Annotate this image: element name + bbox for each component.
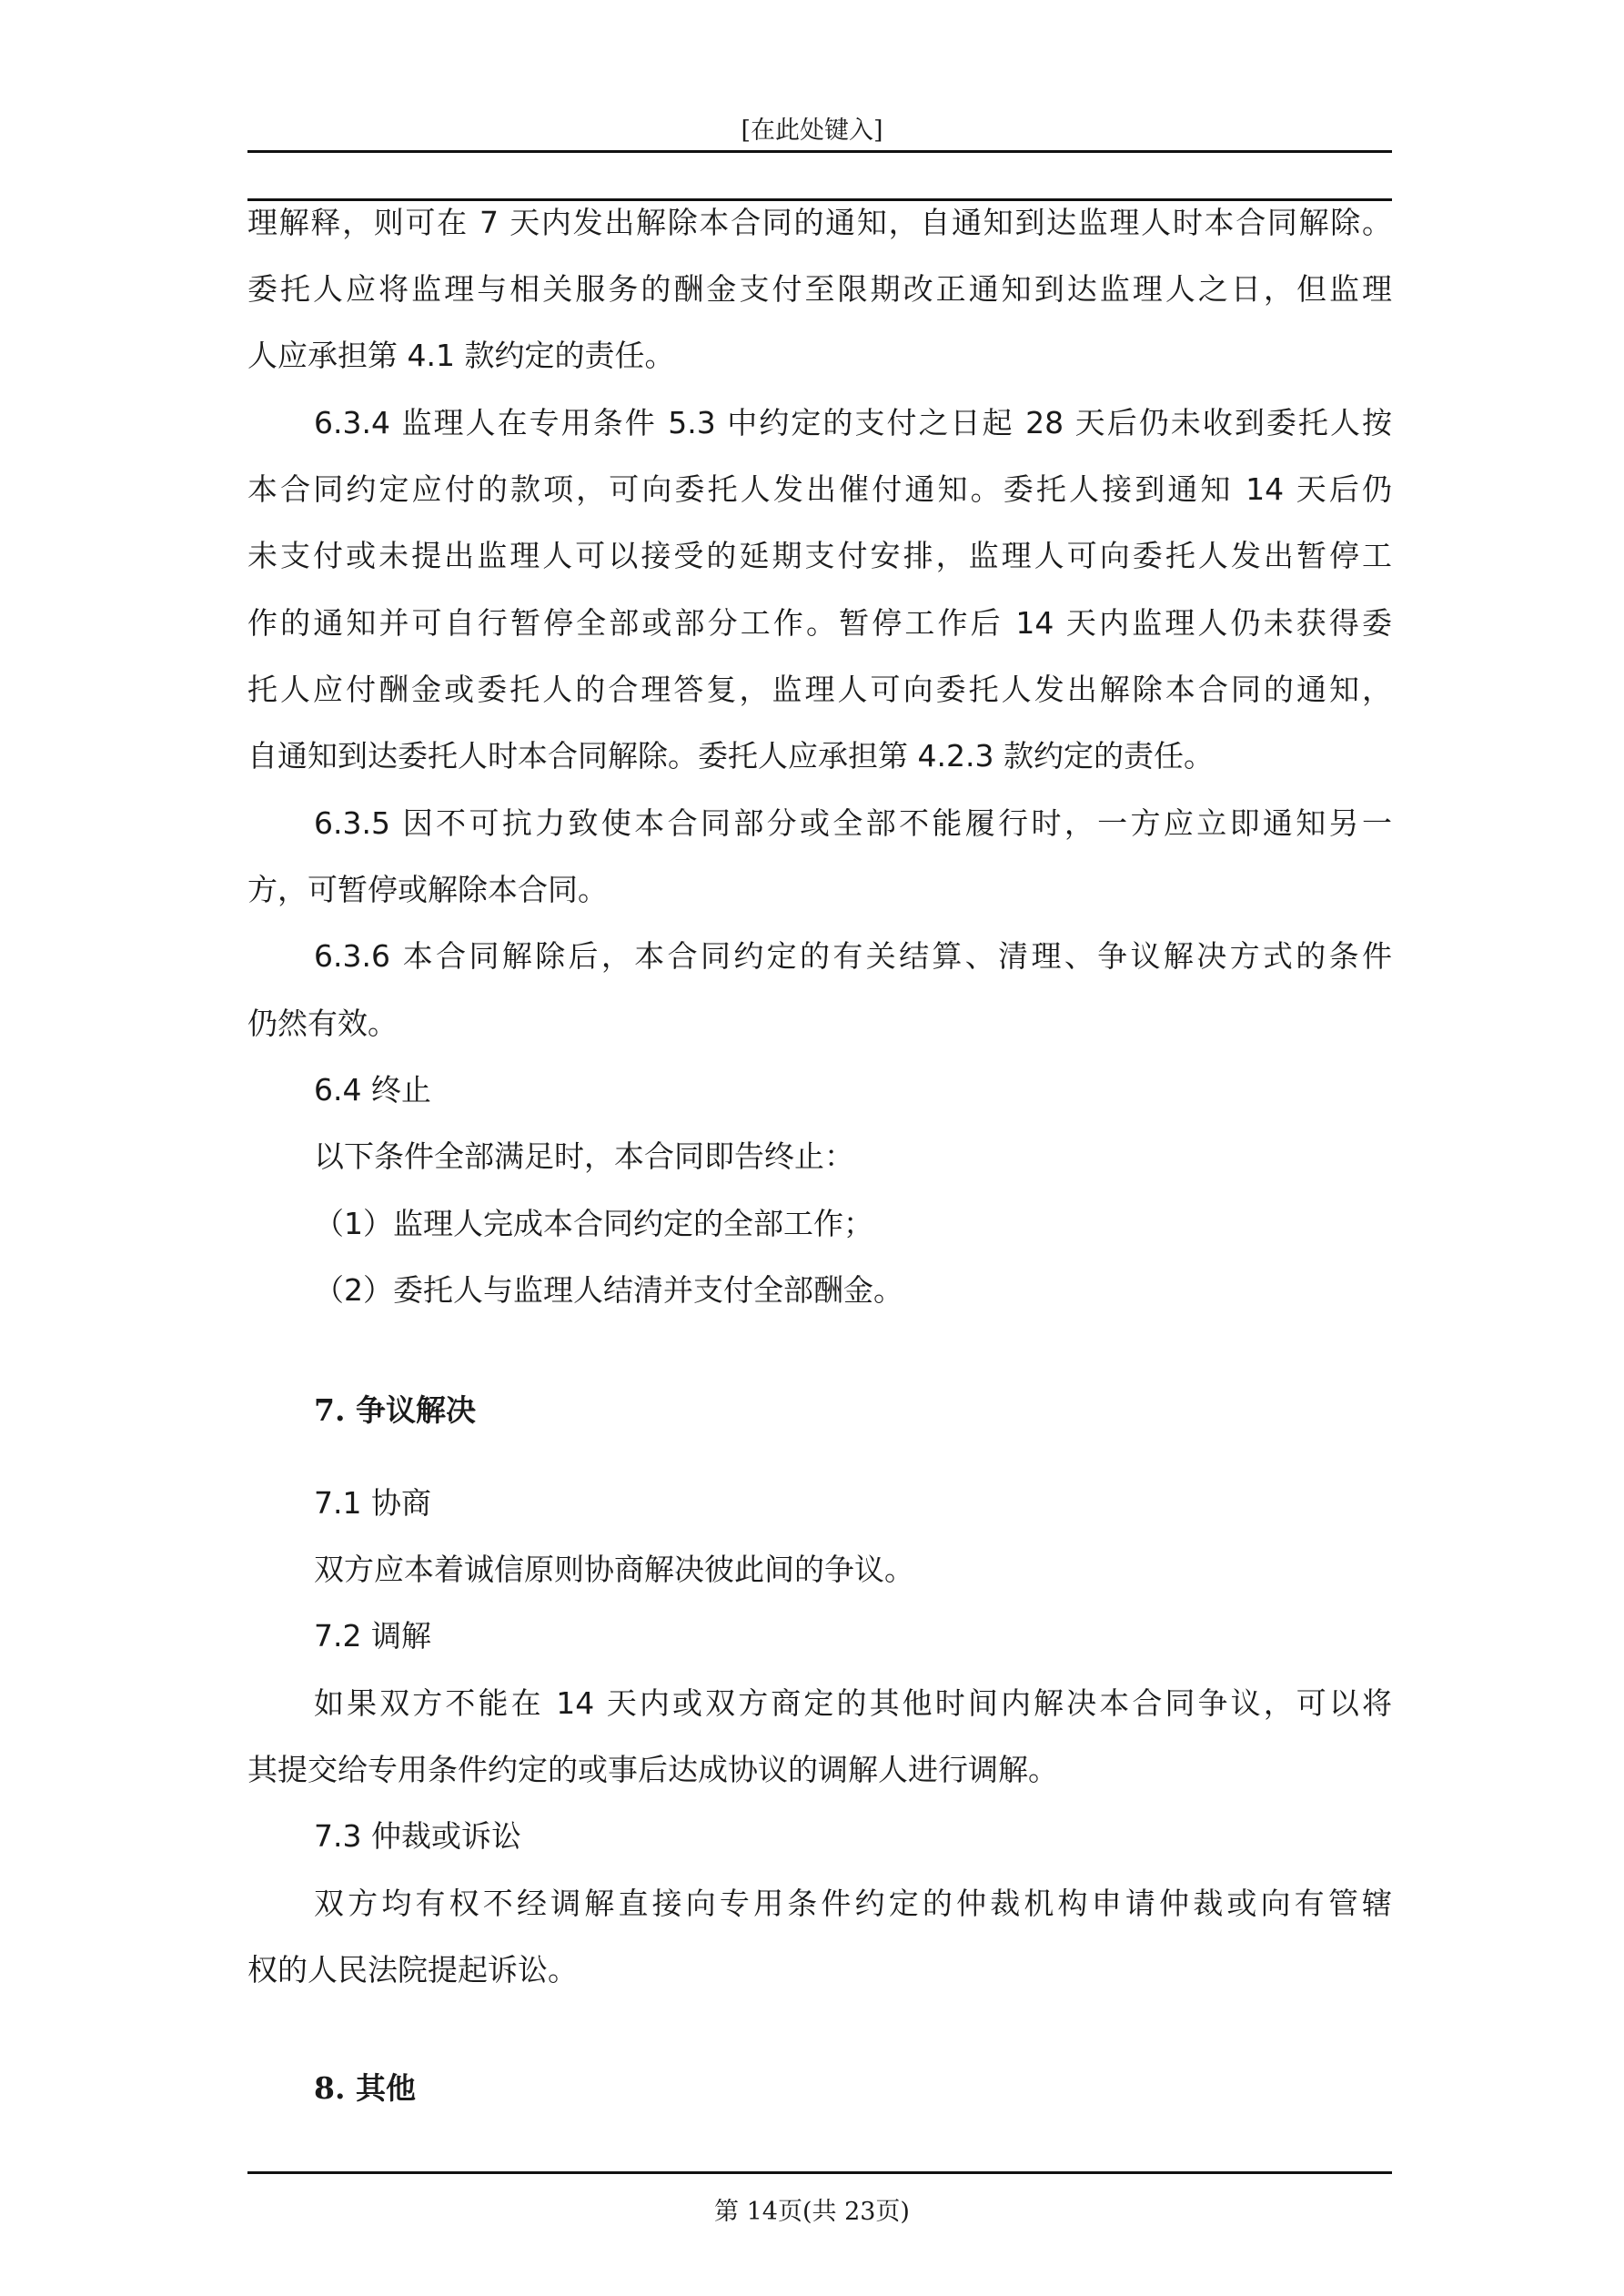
section-heading: 8. 其他: [314, 2070, 416, 2106]
paragraph-line: 人应承担第 4.1 款约定的责任。: [247, 338, 675, 373]
page-footer: 第 14页(共 23页): [714, 2198, 910, 2226]
paragraph-line: 6.3.4 监理人在专用条件 5.3 中约定的支付之日起 28 天后仍未收到委托人按: [314, 405, 1392, 440]
paragraph-line: 方，可暂停或解除本合同。: [247, 872, 608, 907]
paragraph-line: 如果双方不能在 14 天内或双方商定的其他时间内解决本合同争议，可以将: [314, 1685, 1392, 1721]
paragraph-line: 作的通知并可自行暂停全部或部分工作。暂停工作后 14 天内监理人仍未获得委: [247, 605, 1392, 641]
paragraph-line: 双方应本着诚信原则协商解决彼此间的争议。: [314, 1552, 914, 1587]
section-heading: 7. 争议解决: [314, 1392, 476, 1428]
paragraph-line: 双方均有权不经调解直接向专用条件约定的仲裁机构申请仲裁或向有管辖: [314, 1886, 1392, 1921]
paragraph-line: 理解释，则可在 7 天内发出解除本合同的通知，自通知到达监理人时本合同解除。: [247, 205, 1392, 240]
paragraph-line: 其提交给专用条件约定的或事后达成协议的调解人进行调解。: [247, 1752, 1058, 1787]
paragraph-line: 以下条件全部满足时，本合同即告终止：: [314, 1138, 854, 1174]
paragraph-line: 6.3.5 因不可抗力致使本合同部分或全部不能履行时，一方应立即通知另一: [314, 805, 1392, 841]
subsection-title: 7.1 协商: [314, 1485, 431, 1521]
paragraph-line: 本合同约定应付的款项，可向委托人发出催付通知。委托人接到通知 14 天后仍: [247, 471, 1392, 507]
paragraph-line: 委托人应将监理与相关服务的酬金支付至限期改正通知到达监理人之日，但监理: [247, 271, 1392, 307]
paragraph-line: 未支付或未提出监理人可以接受的延期支付安排，监理人可向委托人发出暂停工: [247, 538, 1392, 573]
paragraph-line: 自通知到达委托人时本合同解除。委托人应承担第 4.2.3 款约定的责任。: [247, 738, 1214, 774]
paragraph-line: 托人应付酬金或委托人的合理答复，监理人可向委托人发出解除本合同的通知，: [247, 672, 1392, 707]
subsection-title: 6.4 终止: [314, 1072, 431, 1108]
text-rule: [247, 198, 1392, 201]
footer-rule: [247, 2171, 1392, 2174]
paragraph-line: 权的人民法院提起诉讼。: [247, 1952, 578, 1988]
list-item: （1）监理人完成本合同约定的全部工作；: [314, 1206, 873, 1241]
paragraph-line: 仍然有效。: [247, 1006, 398, 1041]
page-header: [在此处键入]: [741, 116, 883, 145]
list-item: （2）委托人与监理人结清并支付全部酬金。: [314, 1272, 903, 1308]
header-rule: [247, 150, 1392, 153]
subsection-title: 7.3 仲裁或诉讼: [314, 1818, 521, 1854]
paragraph-line: 6.3.6 本合同解除后，本合同约定的有关结算、清理、争议解决方式的条件: [314, 938, 1392, 974]
subsection-title: 7.2 调解: [314, 1618, 431, 1654]
